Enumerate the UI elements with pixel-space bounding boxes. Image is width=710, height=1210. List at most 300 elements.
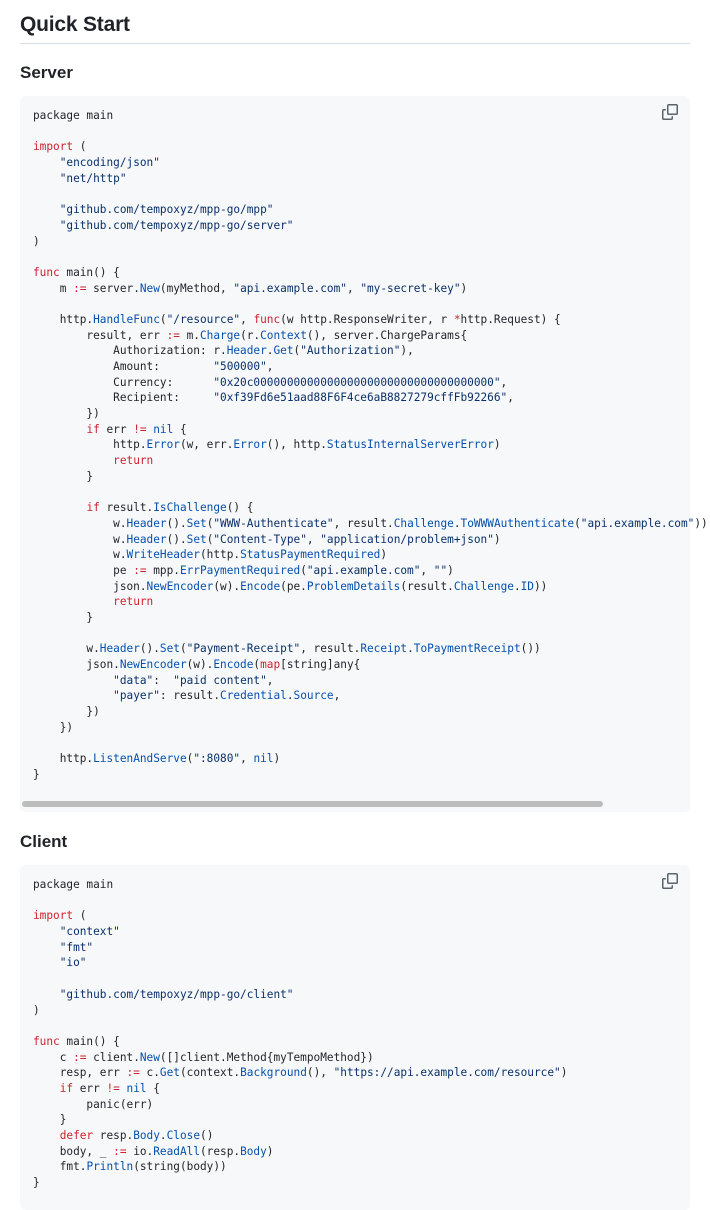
code-token: io. <box>126 1144 154 1158</box>
code-line <box>33 1018 567 1034</box>
code-token: Authorization: r. <box>33 344 227 358</box>
code-token: json. <box>33 658 120 672</box>
code-token: Challenge <box>393 516 454 530</box>
code-token: ) <box>447 563 454 577</box>
code-token: ([]client.Method{myTempoMethod}) <box>159 1050 374 1064</box>
code-token: ErrPaymentRequired <box>179 563 301 577</box>
code-token: ID <box>520 579 534 593</box>
client-code <box>33 877 567 1191</box>
code-token: Set <box>186 516 207 530</box>
code-token: (myMethod, <box>159 281 234 295</box>
code-token: "fmt" <box>59 940 94 954</box>
code-token: "github.com/tempoxyz/mpp-go/mpp" <box>59 203 274 217</box>
code-token: panic(err) <box>33 1097 154 1111</box>
code-token: := <box>113 1144 127 1158</box>
code-token <box>33 219 60 232</box>
code-line <box>33 312 708 328</box>
code-token <box>33 925 60 938</box>
code-token: "Content-Type" <box>213 532 307 546</box>
code-line <box>33 516 708 532</box>
code-line <box>33 359 708 375</box>
code-token: "500000" <box>213 360 267 373</box>
code-token: Encode <box>240 579 281 593</box>
code-token <box>33 1129 60 1142</box>
code-line <box>33 594 708 610</box>
code-token: ReadAll <box>153 1144 200 1158</box>
code-token: ProblemDetails <box>306 579 401 593</box>
code-token: http. <box>33 312 94 326</box>
code-line <box>33 720 708 736</box>
code-line <box>33 1081 567 1097</box>
code-token: "github.com/tempoxyz/mpp-go/client" <box>59 987 294 1001</box>
code-token: } <box>33 767 40 781</box>
code-token: (context. <box>179 1066 241 1080</box>
code-token: if <box>86 501 100 515</box>
code-token: resp, err <box>33 1066 127 1080</box>
code-line <box>33 893 567 909</box>
code-token: (). <box>139 642 160 656</box>
code-line <box>33 1034 567 1050</box>
code-line <box>33 1050 567 1066</box>
server-copy-button[interactable] <box>662 104 678 120</box>
code-token: Recipient: <box>33 391 214 405</box>
code-line <box>33 971 567 987</box>
code-token: (), http. <box>266 438 327 452</box>
code-token: ( <box>293 344 301 358</box>
code-token: NewEncoder <box>119 658 187 672</box>
code-token: ( <box>179 642 187 656</box>
code-line <box>33 437 708 453</box>
code-line <box>33 453 708 469</box>
code-line <box>33 1159 567 1175</box>
code-token: NewEncoder <box>146 579 214 593</box>
code-token: ) <box>460 281 468 295</box>
code-token: (resp. <box>200 1144 241 1158</box>
code-token: { <box>146 1081 160 1095</box>
code-line <box>33 155 708 171</box>
code-token: Header <box>99 642 140 656</box>
code-token: "net/http" <box>59 171 127 185</box>
code-token: Challenge <box>453 579 514 593</box>
code-line <box>33 1128 567 1144</box>
code-token: ToWWWAuthenticate <box>460 516 575 530</box>
code-token: result, err <box>33 328 167 342</box>
code-line <box>33 139 708 155</box>
code-line <box>33 1065 567 1081</box>
code-token: result. <box>99 501 154 515</box>
code-token: import <box>33 140 74 154</box>
code-token: nil <box>153 422 174 436</box>
code-line <box>33 673 708 689</box>
code-line <box>33 234 708 250</box>
code-token: Close <box>166 1129 201 1142</box>
code-token: ) <box>560 1066 568 1080</box>
code-line <box>33 1112 567 1128</box>
code-token: } <box>33 1113 67 1127</box>
code-line <box>33 500 708 516</box>
code-token: , <box>346 281 361 295</box>
code-token: ()) <box>520 642 541 656</box>
code-token: Body <box>133 1129 160 1142</box>
code-token: Header <box>126 532 167 546</box>
code-token: resp. <box>93 1129 134 1142</box>
code-token <box>33 454 113 467</box>
code-token <box>33 501 86 514</box>
client-code-block <box>20 865 690 1210</box>
code-token: Header <box>126 516 167 530</box>
client-copy-button[interactable] <box>662 873 678 889</box>
code-token: body, _ <box>33 1144 114 1158</box>
code-line <box>33 877 567 893</box>
code-token: . <box>407 642 414 656</box>
code-token: Get <box>273 344 294 358</box>
code-token: , <box>240 312 254 326</box>
code-token: } <box>33 469 94 483</box>
code-token: "0x20c000000000000000000000000000000000000" <box>213 375 501 389</box>
code-token: package main <box>33 878 114 891</box>
heading-divider <box>20 43 690 44</box>
code-token: }) <box>33 407 100 421</box>
code-line <box>33 736 708 752</box>
code-token: := <box>73 281 87 295</box>
code-line <box>33 924 567 940</box>
code-token <box>33 423 86 436</box>
code-token: w. <box>33 516 127 530</box>
code-token: )) <box>533 579 548 593</box>
code-token: } <box>33 611 94 624</box>
code-token <box>33 172 60 185</box>
code-token: err <box>73 1081 107 1095</box>
code-token: ) <box>33 234 40 248</box>
code-token: New <box>139 1050 160 1064</box>
code-token: Credential <box>220 689 287 703</box>
code-token: (r. <box>240 328 261 342</box>
code-token <box>33 203 60 216</box>
code-token: "encoding/json" <box>59 156 160 170</box>
copy-icon <box>662 873 678 889</box>
code-token: ( <box>159 312 167 326</box>
code-token: c. <box>139 1066 160 1080</box>
code-token <box>33 156 60 169</box>
code-token: Error <box>233 438 267 452</box>
code-token: "io" <box>59 956 87 970</box>
code-token: func <box>33 265 60 279</box>
code-token: ) <box>493 532 501 546</box>
client-code-viewport[interactable] <box>20 865 654 1210</box>
code-token: ) <box>380 548 388 562</box>
code-token: http.Request) { <box>460 312 561 326</box>
code-token: Charge <box>200 328 241 342</box>
code-token: ( <box>186 752 194 766</box>
code-line <box>33 1097 567 1113</box>
code-token: mpp. <box>146 563 180 577</box>
code-token: Currency: <box>33 375 214 389</box>
code-token: != <box>133 422 147 436</box>
code-token: StatusPaymentRequired <box>240 548 381 562</box>
code-line <box>33 657 708 673</box>
code-token: "Payment-Receipt" <box>186 642 301 656</box>
code-token: ) <box>33 1003 40 1017</box>
code-token: ( <box>574 516 581 530</box>
code-line <box>33 108 708 124</box>
code-line <box>33 328 708 344</box>
code-token: , <box>306 532 321 546</box>
code-token: c <box>33 1050 74 1064</box>
code-line <box>33 124 708 140</box>
code-token: w. <box>33 642 100 656</box>
code-token: (w). <box>186 658 214 672</box>
code-line <box>33 532 708 548</box>
code-token: != <box>106 1081 120 1095</box>
code-token: nil <box>126 1081 147 1095</box>
code-token: := <box>73 1050 87 1064</box>
code-token: Header <box>226 344 267 358</box>
code-line <box>33 485 708 501</box>
server-code <box>33 108 708 783</box>
code-token: fmt. <box>33 1160 87 1174</box>
code-line <box>33 375 708 391</box>
code-token: defer <box>59 1129 94 1142</box>
code-token: (string(body)) <box>133 1160 227 1174</box>
code-token: , <box>333 689 341 703</box>
code-line <box>33 908 567 924</box>
code-token: Set <box>186 532 207 546</box>
code-token: (w http.ResponseWriter, r <box>280 312 454 326</box>
page-title: Quick Start <box>20 13 130 36</box>
code-token: ListenAndServe <box>93 752 187 766</box>
code-token: "api.example.com" <box>233 281 347 295</box>
server-code-block <box>20 96 708 812</box>
code-token: }) <box>33 720 74 734</box>
code-line <box>33 202 708 218</box>
code-token: Set <box>159 642 180 656</box>
code-token: Get <box>159 1066 180 1080</box>
code-token <box>33 956 60 969</box>
code-token: Body <box>240 1144 267 1158</box>
code-token: "WWW-Authenticate" <box>213 516 334 530</box>
code-token: } <box>33 1176 40 1190</box>
code-token: }) <box>33 705 100 719</box>
code-line <box>33 751 708 767</box>
code-token: map <box>260 658 281 672</box>
code-line <box>33 626 708 642</box>
code-token <box>120 1082 127 1095</box>
code-line <box>33 249 708 265</box>
server-scrollbar-thumb[interactable] <box>22 801 603 807</box>
code-line <box>33 987 567 1003</box>
code-token: ) <box>273 752 281 766</box>
code-token: ":8080" <box>193 752 241 766</box>
code-token <box>33 595 113 608</box>
code-token: * <box>453 312 461 326</box>
code-token: err <box>99 422 134 436</box>
code-line <box>33 688 708 704</box>
code-token: "payer" <box>113 689 160 703</box>
code-token: if <box>59 1081 74 1095</box>
code-line <box>33 610 708 626</box>
code-line <box>33 171 708 187</box>
code-token: func <box>253 312 281 326</box>
code-token: pe <box>33 563 134 577</box>
code-token: ToPaymentReceipt <box>413 642 521 656</box>
code-token: m <box>33 281 74 295</box>
code-line <box>33 281 708 297</box>
client-heading: Client <box>20 832 68 851</box>
code-token: ), <box>400 344 414 358</box>
code-token: w. <box>33 532 127 546</box>
code-token: Context <box>260 328 307 342</box>
code-token: server. <box>86 281 140 295</box>
code-token: Source <box>293 689 334 703</box>
code-token: "application/problem+json" <box>320 532 494 546</box>
code-token: (), <box>306 1066 334 1080</box>
code-token: . <box>453 516 461 530</box>
code-token: , <box>420 563 434 577</box>
code-token: "context" <box>59 925 120 939</box>
code-token: import <box>33 909 74 923</box>
code-token: return <box>113 454 154 468</box>
code-token: WriteHeader <box>126 548 200 562</box>
code-token: return <box>113 595 154 609</box>
code-token: ( <box>73 909 87 923</box>
code-token: json. <box>33 579 147 593</box>
code-token: ( <box>206 516 214 530</box>
code-token: () <box>200 1129 214 1142</box>
code-line <box>33 218 708 234</box>
code-token: (pe. <box>280 579 307 593</box>
code-token: { <box>173 422 187 436</box>
copy-icon <box>662 104 678 120</box>
code-token: , <box>507 391 514 405</box>
code-token: "0xf39Fd6e51aad88F6F4ce6aB8827279cffFb92266" <box>213 391 508 405</box>
code-token: StatusInternalServerError <box>326 438 494 452</box>
code-token: http. <box>33 438 147 452</box>
code-token: "api.example.com" <box>306 563 421 577</box>
code-token: Println <box>86 1160 134 1174</box>
code-token: ) <box>266 1144 274 1158</box>
server-heading: Server <box>20 63 73 82</box>
code-token: () { <box>226 501 254 515</box>
code-token: Amount: <box>33 360 214 373</box>
code-token: )) <box>694 516 708 530</box>
code-token: main() { <box>59 265 120 279</box>
code-token: IsChallenge <box>153 501 227 515</box>
code-token: New <box>139 281 160 295</box>
code-line <box>33 547 708 563</box>
code-token: Receipt <box>360 642 408 656</box>
code-token: w. <box>33 548 127 562</box>
code-token: m. <box>179 328 200 342</box>
code-token: main() { <box>59 1034 120 1048</box>
code-token: func <box>33 1034 60 1048</box>
code-line <box>33 940 567 956</box>
code-token: : result. <box>159 689 221 703</box>
code-line <box>33 469 708 485</box>
code-token: , <box>266 673 274 687</box>
code-line <box>33 563 708 579</box>
code-token: , <box>500 375 508 389</box>
code-token: := <box>133 563 147 577</box>
code-token: , <box>240 752 254 766</box>
code-token: ( <box>253 658 261 672</box>
code-token: HandleFunc <box>93 312 160 326</box>
code-token: "https://api.example.com/resource" <box>333 1066 561 1080</box>
code-token: Encode <box>213 658 254 672</box>
code-token: package main <box>33 109 114 122</box>
code-token: Background <box>240 1066 307 1080</box>
code-token: : <box>153 673 174 687</box>
code-token: (). <box>166 532 187 546</box>
code-token: "data" <box>113 673 154 687</box>
code-line <box>33 186 708 202</box>
code-line <box>33 704 708 720</box>
code-token: "paid content" <box>173 673 267 687</box>
code-line <box>33 265 708 281</box>
code-token: "api.example.com" <box>580 516 695 530</box>
code-line <box>33 343 708 359</box>
code-token: . <box>159 1129 167 1142</box>
code-token: := <box>166 328 180 342</box>
code-token: (http. <box>200 548 241 562</box>
code-token: (), server.ChargeParams{ <box>306 328 468 342</box>
code-token: (result. <box>400 579 454 593</box>
code-token: "" <box>433 563 448 577</box>
code-token: (w, err. <box>179 438 234 452</box>
code-token <box>33 674 113 687</box>
code-token <box>33 1082 60 1095</box>
code-line <box>33 1144 567 1160</box>
code-line <box>33 422 708 438</box>
code-token: ( <box>300 563 307 577</box>
code-token: Error <box>146 438 180 452</box>
code-token: nil <box>253 752 274 766</box>
code-token: . <box>266 344 274 358</box>
code-token: . <box>286 689 294 703</box>
code-line <box>33 955 567 971</box>
code-token: client. <box>86 1050 140 1064</box>
code-line <box>33 767 708 783</box>
code-token: . <box>513 579 521 593</box>
code-token: "/resource" <box>166 312 241 326</box>
code-token <box>33 941 60 954</box>
server-horizontal-scrollbar[interactable] <box>20 798 654 810</box>
code-token <box>33 689 113 702</box>
code-token: , result. <box>300 642 361 656</box>
code-token: , result. <box>333 516 394 530</box>
code-token: (). <box>166 516 187 530</box>
code-line <box>33 390 708 406</box>
code-token: [string]any{ <box>280 658 361 672</box>
code-line <box>33 1003 567 1019</box>
code-token: "Authorization" <box>300 344 401 358</box>
code-token: http. <box>33 752 94 766</box>
code-token: "github.com/tempoxyz/mpp-go/server" <box>59 218 294 232</box>
server-code-viewport[interactable] <box>20 96 708 812</box>
code-token: := <box>126 1066 140 1080</box>
code-line <box>33 579 708 595</box>
code-token: , <box>266 360 274 373</box>
code-token: ) <box>493 438 501 452</box>
code-line <box>33 641 708 657</box>
code-line <box>33 1175 567 1191</box>
code-token: ( <box>73 140 87 154</box>
code-token <box>33 988 60 1001</box>
code-line <box>33 296 708 312</box>
code-token: "my-secret-key" <box>360 281 461 295</box>
code-token: if <box>86 422 100 436</box>
code-token: ( <box>206 532 214 546</box>
code-line <box>33 406 708 422</box>
